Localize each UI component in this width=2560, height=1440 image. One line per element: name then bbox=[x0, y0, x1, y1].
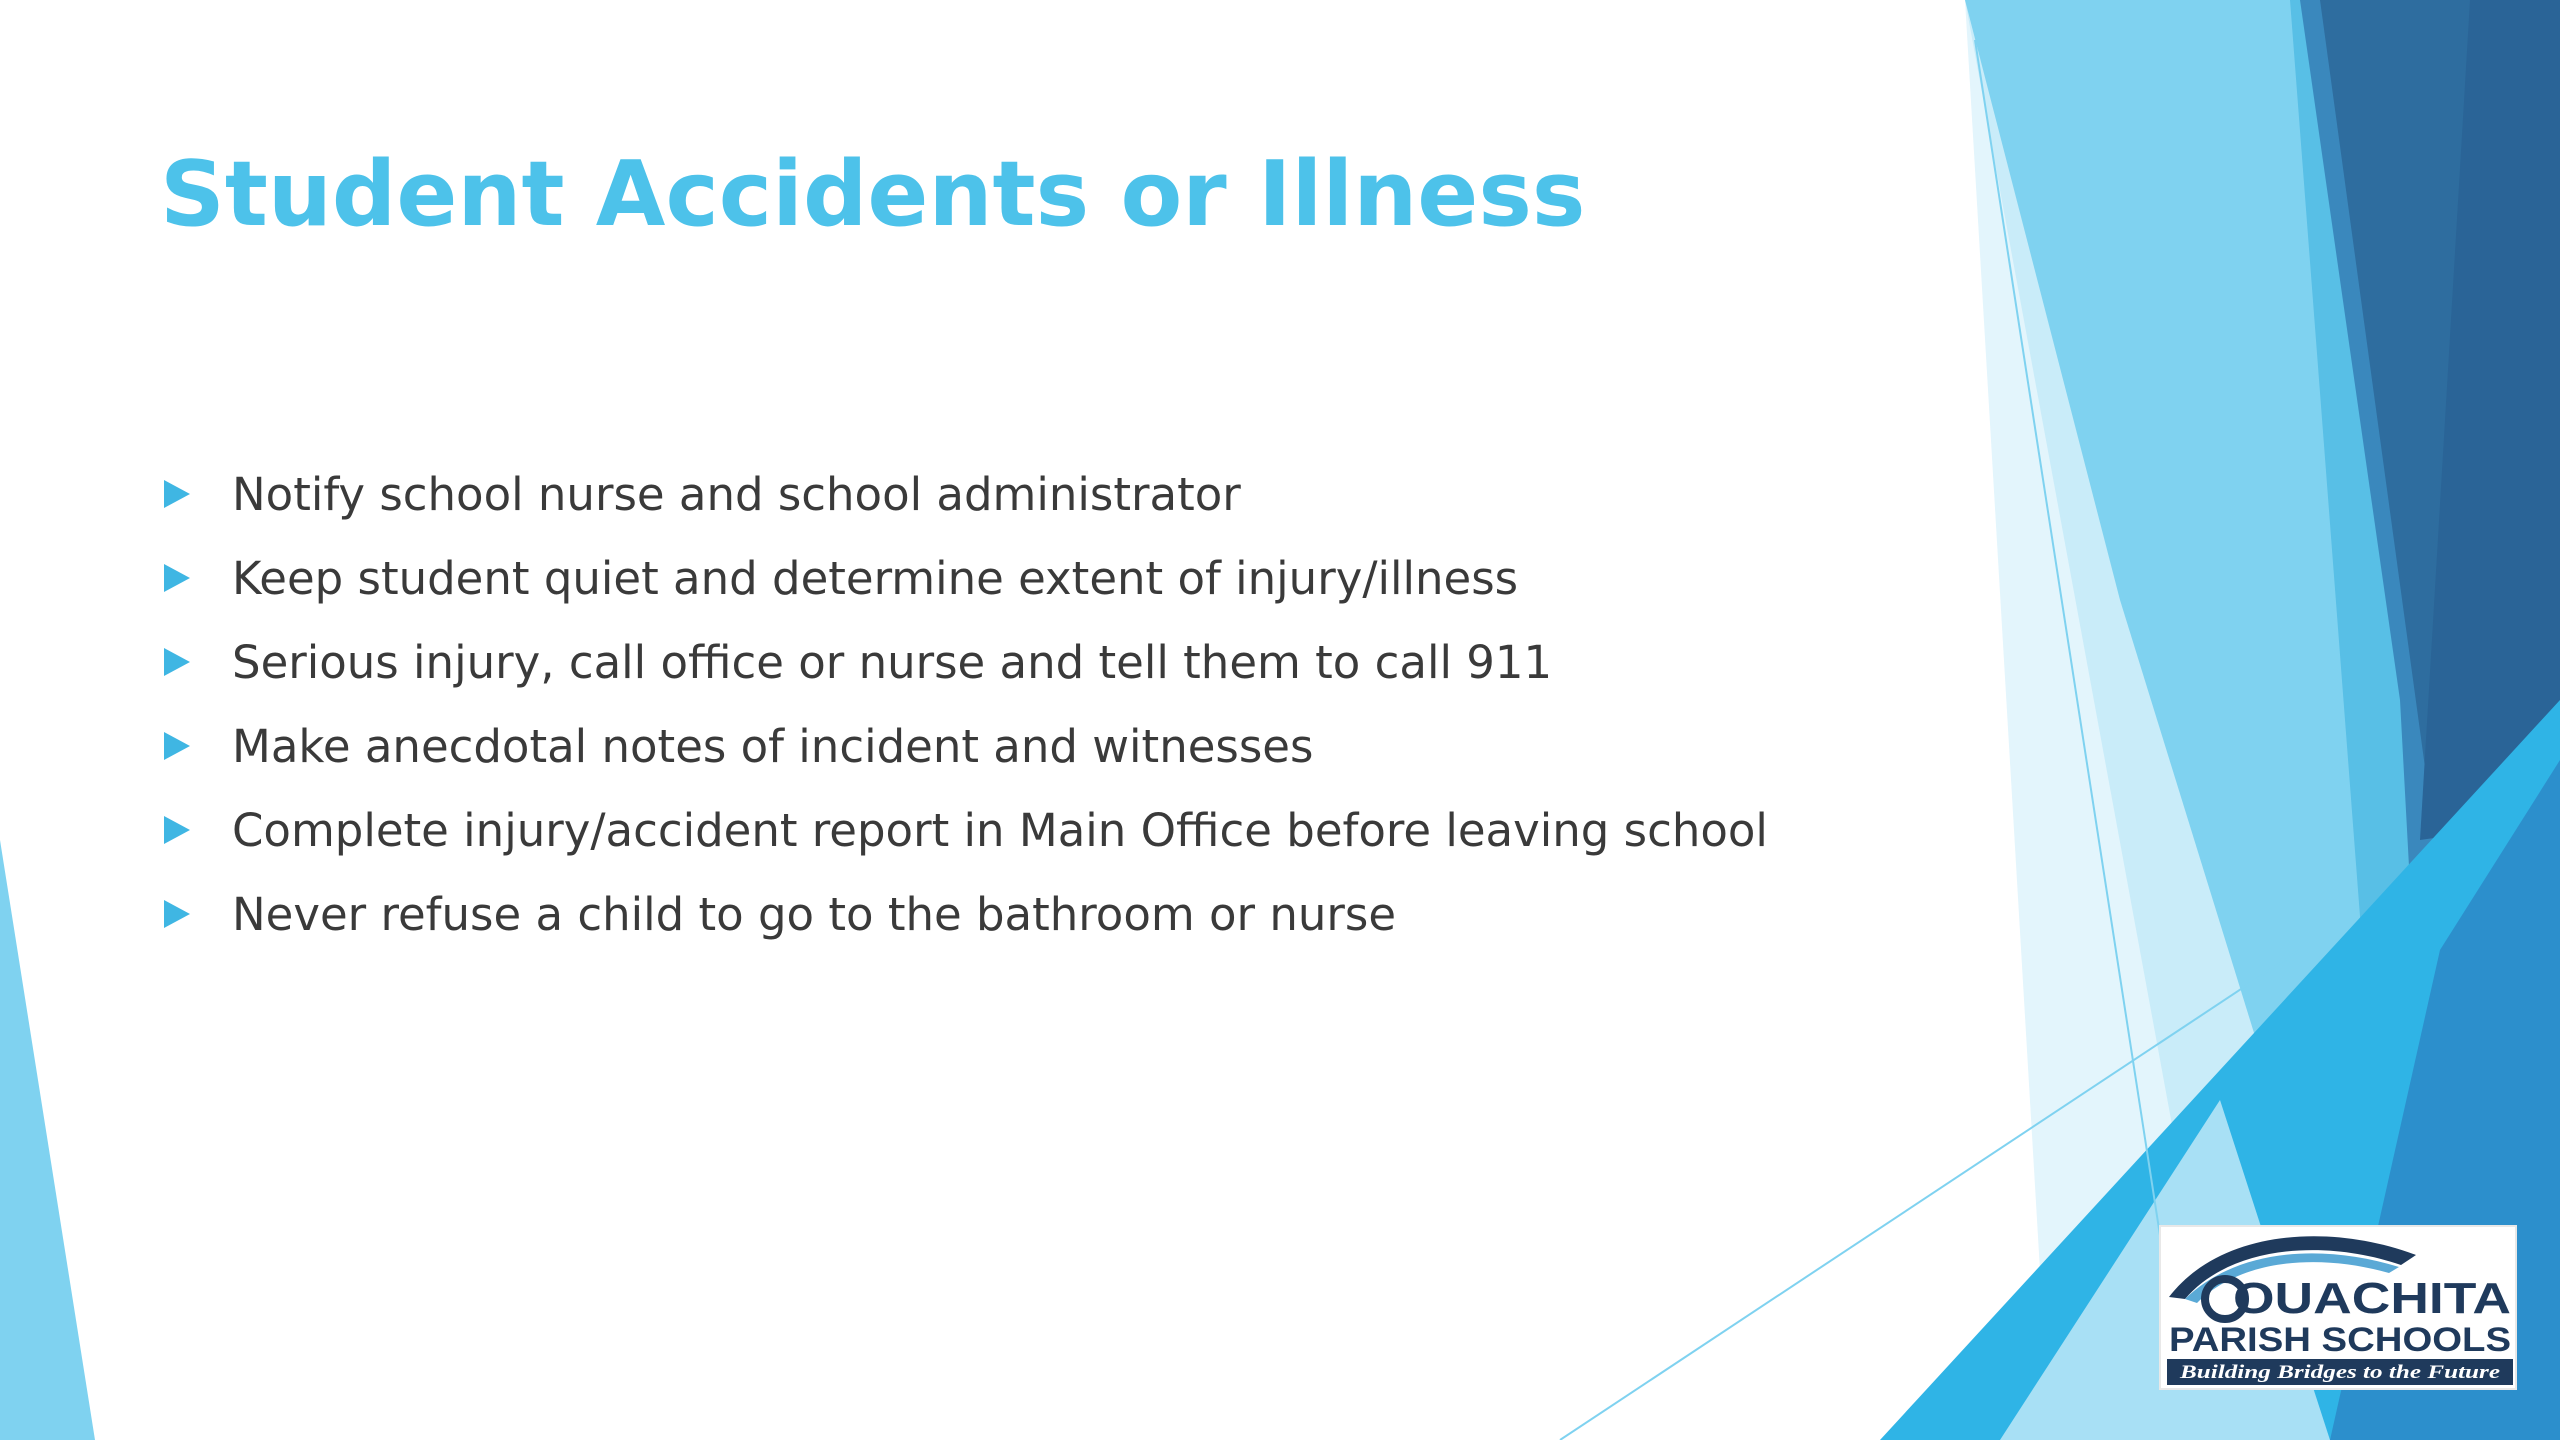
logo-graphic bbox=[2161, 1227, 2517, 1390]
logo-line1: OUACHITA bbox=[2233, 1274, 2511, 1323]
bullet-item bbox=[160, 788, 1768, 872]
bullet-item bbox=[160, 872, 1768, 956]
triangle-right-bullet-icon bbox=[164, 564, 190, 592]
bullet-text: Make anecdotal notes of incident and witnesses bbox=[232, 719, 1314, 773]
bullet-item bbox=[160, 452, 1768, 536]
triangle-right-bullet-icon bbox=[164, 732, 190, 760]
bullet-item bbox=[160, 620, 1768, 704]
bullet-text: Complete injury/accident report in Main Office before leaving school bbox=[232, 803, 1768, 857]
bullet-item bbox=[160, 704, 1768, 788]
triangle-right-bullet-icon bbox=[164, 816, 190, 844]
bullet-text: Never refuse a child to go to the bathroom or nurse bbox=[232, 887, 1397, 941]
triangle-right-bullet-icon bbox=[164, 480, 190, 508]
logo-line2: PARISH SCHOOLS bbox=[2169, 1321, 2511, 1359]
bullet-text: Serious injury, call office or nurse and tell them to call 911 bbox=[232, 635, 1553, 689]
district-logo bbox=[2159, 1225, 2517, 1390]
bullet-text: Keep student quiet and determine extent of injury/illness bbox=[232, 551, 1519, 605]
bullet-item bbox=[160, 536, 1768, 620]
bullet-text: Notify school nurse and school administrator bbox=[232, 467, 1241, 521]
slide-title: Student Accidents or Illness bbox=[160, 142, 1586, 247]
bullet-list bbox=[160, 452, 1768, 956]
triangle-right-bullet-icon bbox=[164, 900, 190, 928]
triangle-right-bullet-icon bbox=[164, 648, 190, 676]
logo-tagline: Building Bridges to the Future bbox=[2178, 1362, 2501, 1383]
decor-left-sliver bbox=[0, 840, 95, 1440]
